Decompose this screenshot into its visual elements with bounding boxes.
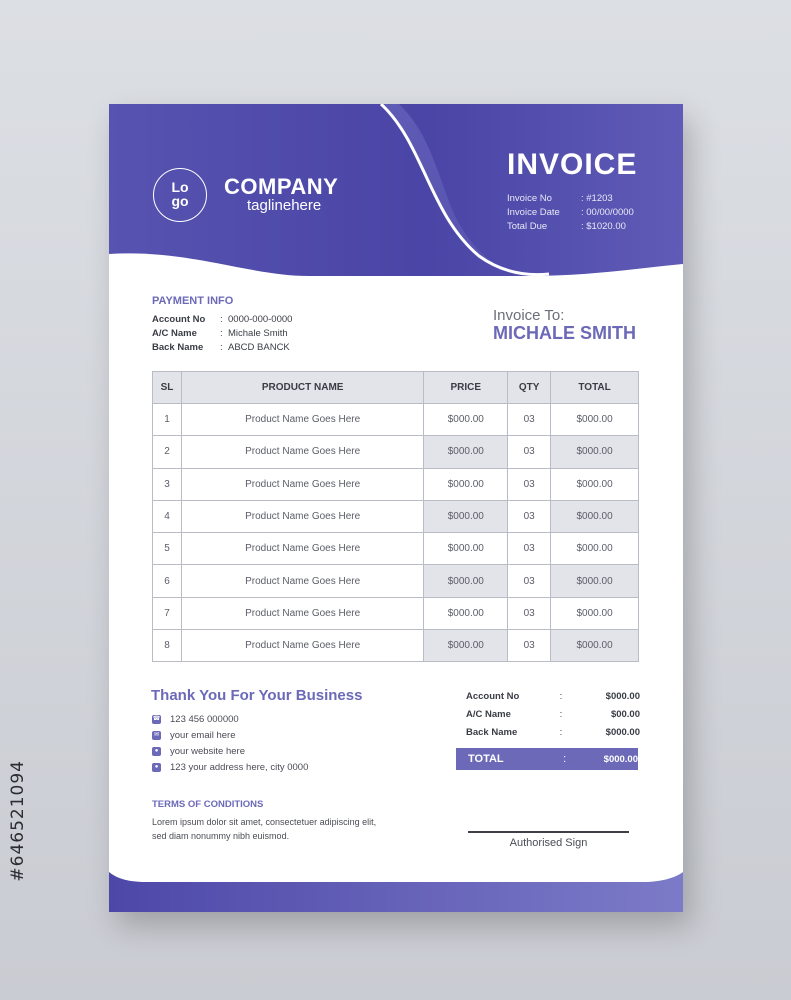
cell-sl: 1 xyxy=(153,404,182,436)
table-row xyxy=(153,404,639,436)
product-table xyxy=(152,371,639,662)
meta-value: : #1203 xyxy=(581,193,613,204)
payment-value: 0000-000-0000 xyxy=(228,314,293,325)
logo xyxy=(153,168,207,222)
table-row xyxy=(153,565,639,597)
cell-qty: 03 xyxy=(508,533,551,565)
cell-price: $000.00 xyxy=(424,500,508,532)
globe-icon: ● xyxy=(152,747,161,756)
summary-value: $000.00 xyxy=(605,727,640,738)
summary-sep: : xyxy=(559,709,563,720)
cell-qty: 03 xyxy=(508,597,551,629)
column-header: PRICE xyxy=(424,372,508,404)
summary xyxy=(466,688,640,742)
cell-total: $000.00 xyxy=(551,565,639,597)
cell-price: $000.00 xyxy=(424,404,508,436)
cell-price: $000.00 xyxy=(424,533,508,565)
payment-value: Michale Smith xyxy=(228,328,288,339)
payment-value: ABCD BANCK xyxy=(228,342,290,353)
email-icon: ✉ xyxy=(153,731,160,738)
summary-label: Account No xyxy=(466,691,520,702)
phone-icon: ☎ xyxy=(152,715,161,722)
cell-sl: 8 xyxy=(153,630,182,662)
contact-text: your email here xyxy=(170,729,236,741)
cell-product: Product Name Goes Here xyxy=(181,500,423,532)
contact-item xyxy=(152,711,308,727)
column-header: SL xyxy=(153,372,182,404)
thank-you-heading: Thank You For Your Business xyxy=(151,687,363,704)
payment-colon: : xyxy=(220,314,223,325)
terms-text: Lorem ipsum dolor sit amet, consectetuer adipiscing elit, sed diam nonummy nibh euismod. xyxy=(152,817,377,841)
invoice-title: INVOICE xyxy=(507,148,638,181)
meta-value: : 00/00/0000 xyxy=(581,207,634,218)
cell-qty: 03 xyxy=(508,630,551,662)
contact-text: your website here xyxy=(170,745,245,757)
contact-list xyxy=(152,711,308,775)
payment-label: Account No xyxy=(152,314,206,325)
cell-sl: 3 xyxy=(153,468,182,500)
cell-product: Product Name Goes Here xyxy=(181,468,423,500)
logo-text-top: Lo xyxy=(171,179,189,195)
summary-sep: : xyxy=(559,727,563,738)
summary-row xyxy=(466,706,640,724)
company-name: COMPANY xyxy=(224,174,339,199)
payment-label: Back Name xyxy=(152,342,204,353)
cell-price: $000.00 xyxy=(424,630,508,662)
cell-product: Product Name Goes Here xyxy=(181,533,423,565)
contact-item xyxy=(152,727,308,743)
summary-label: Back Name xyxy=(466,727,518,738)
meta-label: Invoice Date xyxy=(507,207,560,218)
payment-info-title: PAYMENT INFO xyxy=(152,295,234,307)
cell-price: $000.00 xyxy=(424,468,508,500)
table-row xyxy=(153,533,639,565)
meta-value: : $1020.00 xyxy=(581,221,626,232)
total-sep: : xyxy=(563,753,567,765)
cell-price: $000.00 xyxy=(424,436,508,468)
invoice-to-name: MICHALE SMITH xyxy=(493,323,636,343)
meta-row xyxy=(507,220,651,234)
cell-total: $000.00 xyxy=(551,436,639,468)
cell-total: $000.00 xyxy=(551,630,639,662)
cell-price: $000.00 xyxy=(424,597,508,629)
cell-qty: 03 xyxy=(508,404,551,436)
cell-total: $000.00 xyxy=(551,597,639,629)
cell-price: $000.00 xyxy=(424,565,508,597)
payment-colon: : xyxy=(220,342,223,353)
meta-label: Total Due xyxy=(507,221,548,232)
total-label: TOTAL xyxy=(468,753,504,765)
invoice-meta xyxy=(507,192,651,234)
table-row xyxy=(153,468,639,500)
cell-product: Product Name Goes Here xyxy=(181,565,423,597)
total-bar xyxy=(456,748,638,770)
logo-text-bottom: go xyxy=(171,193,189,209)
cell-sl: 5 xyxy=(153,533,182,565)
cell-total: $000.00 xyxy=(551,404,639,436)
cell-qty: 03 xyxy=(508,565,551,597)
cell-qty: 03 xyxy=(508,500,551,532)
company-tagline: taglinehere xyxy=(247,197,322,214)
contact-text: 123 your address here, city 0000 xyxy=(170,761,309,773)
contact-item xyxy=(152,759,308,775)
invoice-to-label: Invoice To: xyxy=(493,307,565,324)
payment-info xyxy=(152,313,292,355)
summary-sep: : xyxy=(559,691,563,702)
total-value: $000.00 xyxy=(603,753,638,765)
table-header-row xyxy=(153,372,639,404)
payment-row xyxy=(152,341,292,355)
summary-label: A/C Name xyxy=(466,709,511,720)
summary-row xyxy=(466,724,640,742)
meta-label: Invoice No xyxy=(507,193,552,204)
cell-product: Product Name Goes Here xyxy=(181,597,423,629)
cell-sl: 2 xyxy=(153,436,182,468)
cell-product: Product Name Goes Here xyxy=(181,404,423,436)
signature-label: Authorised Sign xyxy=(509,837,588,849)
table-row xyxy=(153,436,639,468)
cell-qty: 03 xyxy=(508,436,551,468)
invoice-page xyxy=(109,104,683,912)
meta-row xyxy=(507,192,651,206)
contact-text: 123 456 000000 xyxy=(170,713,239,725)
cell-sl: 7 xyxy=(153,597,182,629)
contact-item xyxy=(152,743,308,759)
signature-line xyxy=(468,831,629,833)
column-header: QTY xyxy=(508,372,551,404)
payment-row xyxy=(152,327,292,341)
stock-id: #646521094 xyxy=(8,760,28,882)
column-header: PRODUCT NAME xyxy=(181,372,423,404)
summary-row xyxy=(466,688,640,706)
cell-total: $000.00 xyxy=(551,533,639,565)
summary-value: $00.00 xyxy=(610,709,640,720)
payment-colon: : xyxy=(220,328,223,339)
location-icon: ● xyxy=(152,763,161,772)
cell-total: $000.00 xyxy=(551,500,639,532)
terms-title: TERMS OF CONDITIONS xyxy=(152,799,264,810)
cell-total: $000.00 xyxy=(551,468,639,500)
table-row xyxy=(153,630,639,662)
cell-qty: 03 xyxy=(508,468,551,500)
column-header: TOTAL xyxy=(551,372,639,404)
payment-label: A/C Name xyxy=(152,328,197,339)
summary-value: $000.00 xyxy=(605,691,640,702)
meta-row xyxy=(507,206,651,220)
cell-sl: 6 xyxy=(153,565,182,597)
footer-background xyxy=(109,872,683,912)
cell-product: Product Name Goes Here xyxy=(181,630,423,662)
cell-product: Product Name Goes Here xyxy=(181,436,423,468)
cell-sl: 4 xyxy=(153,500,182,532)
table-row xyxy=(153,500,639,532)
payment-row xyxy=(152,313,292,327)
table-row xyxy=(153,597,639,629)
